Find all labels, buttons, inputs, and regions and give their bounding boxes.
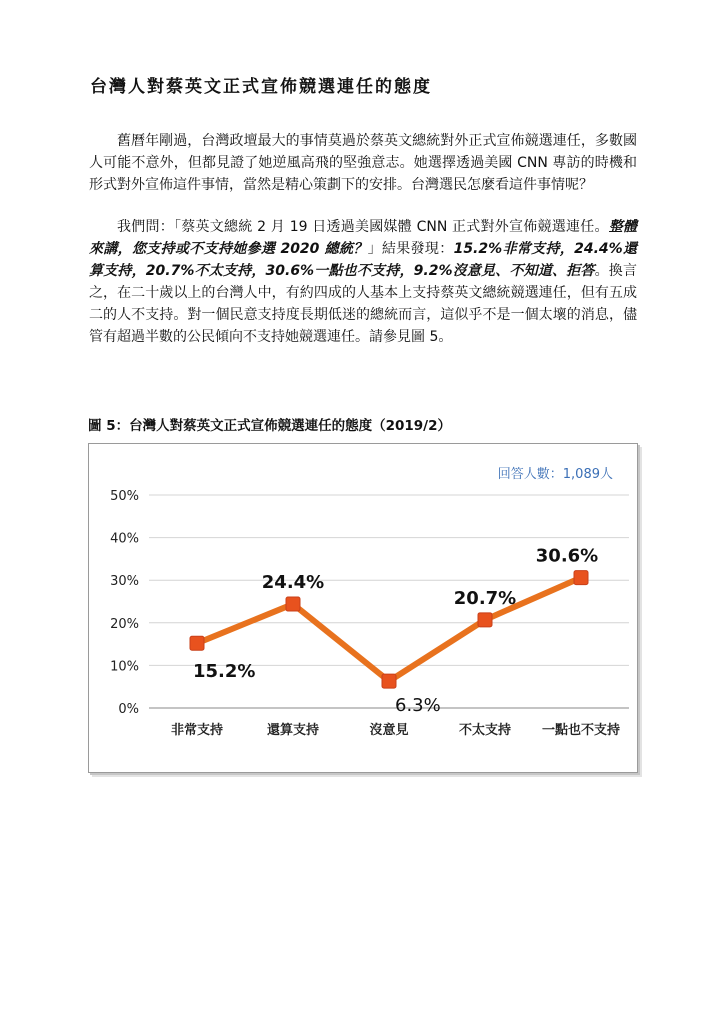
question-emphasis: 整體來講，您支持或不支持她參選 2020 總統？ — [89, 219, 637, 257]
y-tick-label: 50% — [110, 489, 139, 504]
findings-paragraph — [89, 216, 637, 348]
data-point-marker — [574, 571, 588, 585]
results-intro: 」結果發現： — [367, 241, 454, 257]
data-label: 15.2% — [193, 661, 256, 683]
data-point-marker — [478, 613, 492, 627]
data-label: 6.3% — [395, 695, 441, 717]
results-emphasis: 15.2%非常支持，24.4%還算支持，20.7%不太支持，30.6%一點也不支持，9.2%沒意見、不知道、拒答 — [89, 241, 638, 279]
intro-paragraph: 舊曆年剛過，台灣政壇最大的事情莫過於蔡英文總統對外正式宣佈競選連任，多數國人可能不意外，但都見證了她逆風高飛的堅強意志。她選擇透過美國 CNN 專訪的時機和形式對外宣佈這件事情，當然是精心策劃下的安排。台灣選民怎麼看這件事情呢？ — [89, 133, 637, 193]
y-tick-label: 40% — [110, 531, 139, 547]
y-tick-label: 10% — [110, 659, 139, 675]
y-tick-label: 20% — [110, 616, 139, 632]
figure-caption: 圖 5：台灣人對蔡英文正式宣佈競選連任的態度（2019/2） — [88, 418, 451, 434]
line-chart — [89, 444, 637, 772]
data-label: 30.6% — [535, 545, 599, 567]
x-tick-label: 一點也不支持 — [541, 723, 621, 738]
page-title: 台灣人對蔡英文正式宣佈競選連任的態度 — [90, 77, 432, 97]
data-label: 24.4% — [261, 572, 325, 594]
x-tick-label: 不太支持 — [458, 723, 512, 738]
y-tick-label: 0% — [118, 702, 139, 717]
y-axis-ticks — [110, 489, 139, 717]
respondent-count-annotation: 回答人數：1,089人 — [497, 467, 613, 482]
data-point-marker — [286, 597, 300, 611]
y-tick-label: 30% — [110, 574, 139, 590]
x-tick-label: 還算支持 — [266, 723, 320, 738]
data-point-marker — [190, 636, 204, 650]
data-point-marker — [382, 674, 396, 688]
x-tick-label: 沒意見 — [369, 723, 409, 738]
chart-frame — [88, 443, 638, 773]
question-text: 我們問：「蔡英文總統 2 月 19 日透過美國媒體 CNN 正式對外宣佈競選連任。 — [117, 219, 609, 235]
data-labels — [193, 546, 598, 717]
data-label: 20.7% — [453, 587, 517, 609]
x-axis-ticks — [171, 722, 620, 738]
results-interpretation: 。換言之，在二十歲以上的台灣人中，有約四成的人基本上支持蔡英文總統競選連任，但有五成二的人不支持。對一個民意支持度長期低迷的總統而言，這似乎不是一個太壞的消息，儘管有超過半數的公民傾向不支持她競選連任。請參見圖 5。 — [89, 263, 637, 345]
x-tick-label: 非常支持 — [170, 723, 224, 738]
